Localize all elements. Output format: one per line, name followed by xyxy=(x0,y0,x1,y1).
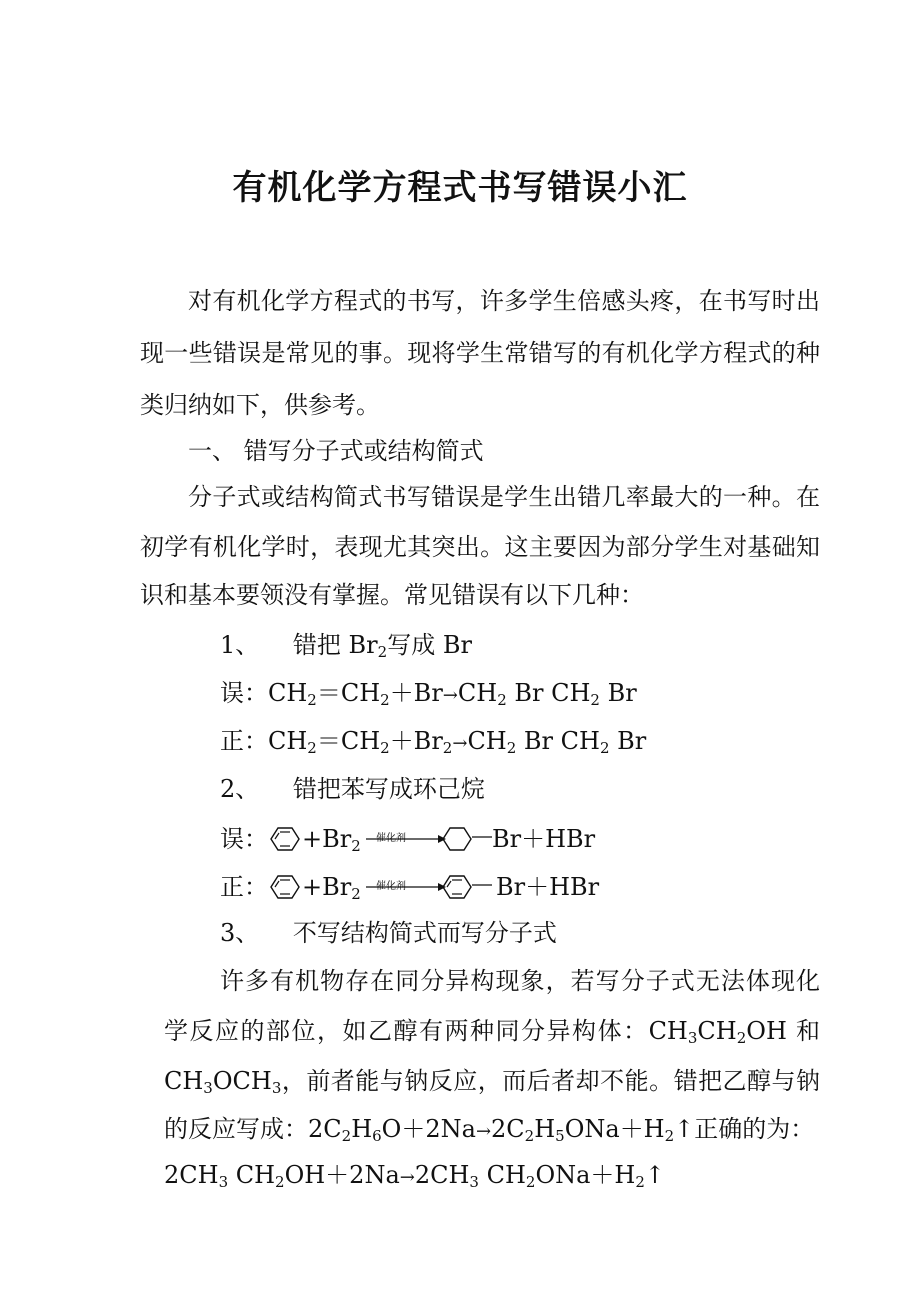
item-1-text-after: 写成 Br xyxy=(387,631,472,659)
catalyst-label: 催化剂 xyxy=(376,881,406,892)
item-2-number: 2、 xyxy=(220,775,260,803)
reaction-arrow-icon xyxy=(366,882,446,892)
section1-line-3: 识和基本要领没有掌握。常见错误有以下几种： xyxy=(140,581,644,609)
item-2-heading xyxy=(220,774,485,804)
item-1-heading xyxy=(220,630,472,660)
item3-para-line-1: 许多有机物存在同分异构现象，若写分子式无法体现化 xyxy=(220,967,820,995)
item-2-wrong-equation xyxy=(220,824,620,856)
benzene-ring-icon xyxy=(270,874,300,900)
item3-line4-part-a: 的反应写成： xyxy=(164,1115,308,1143)
plus-br-text: +Br xyxy=(302,825,352,853)
benzene-ring-icon xyxy=(442,874,472,900)
item-1-wrong-equation: 误：$CH_2=CH_2+Br\to CH_2$ Br $CH_2$ Br xyxy=(220,679,637,709)
item3-line4-part-b: ↑正确的为： xyxy=(674,1115,815,1143)
reaction-arrow-icon xyxy=(366,834,446,844)
item-1-right-equation: 正：$CH_2=CH_2+Br_2\to CH_2$ Br $CH_2$ Br xyxy=(220,727,647,757)
item-3-number: 3、 xyxy=(220,919,260,947)
item-1-number: 1、 xyxy=(220,631,260,659)
catalyst-label: 催化剂 xyxy=(376,833,406,844)
plus-br-text: +Br xyxy=(302,873,352,901)
section1-line-1: 分子式或结构简式书写错误是学生出错几率最大的一种。在 xyxy=(188,483,820,511)
item-2-text: 错把苯写成环己烷 xyxy=(292,775,485,803)
right-label: 正： xyxy=(220,873,268,901)
item-1-text-before: 错把 Br xyxy=(292,631,378,659)
item3-line3-part-b: ，前者能与钠反应，而后者却不能。错把乙醇与钠 xyxy=(281,1067,820,1095)
item-3-heading xyxy=(220,918,557,948)
item3-correct-equation: $2CH_3$ $CH_2OH+2Na\to 2CH_3$ $CH_2ONa+H_2↑$ xyxy=(164,1161,666,1191)
item3-line2-part-a: 学反应的部位，如乙醇有两种同分异构体：CH xyxy=(164,1017,688,1045)
product-text: Br＋HBr xyxy=(496,873,600,901)
bond-line-icon xyxy=(472,882,492,888)
br-subscript: 2 xyxy=(351,885,361,903)
item-3-text: 不写结构简式而写分子式 xyxy=(292,919,557,947)
wrong-label: 误： xyxy=(220,679,268,707)
item3-line2-part-b: CH xyxy=(697,1017,737,1045)
right-label: 正： xyxy=(220,727,268,755)
intro-line-1: 对有机化学方程式的书写，许多学生倍感头疼，在书写时出 xyxy=(188,287,820,315)
cyclohexane-ring-icon xyxy=(442,826,472,852)
item3-line3-part-a: OCH xyxy=(212,1067,272,1095)
item3-line2-part-c: OH 和 xyxy=(746,1017,821,1045)
section-heading-1: 一、 错写分子式或结构简式 xyxy=(188,437,484,465)
item-2-right-equation xyxy=(220,872,620,904)
br-subscript: 2 xyxy=(351,837,361,855)
product-text: Br＋HBr xyxy=(492,825,596,853)
item3-para-line-3: $CH_3OCH_3$，前者能与钠反应，而后者却不能。错把乙醇与钠 xyxy=(164,1067,820,1097)
item-1-text-sub: 2 xyxy=(377,643,388,661)
item3-para-line-2: 学反应的部位，如乙醇有两种同分异构体：$CH_3CH_2OH$ 和 xyxy=(164,1017,821,1047)
section1-line-2: 初学有机化学时，表现尤其突出。这主要因为部分学生对基础知 xyxy=(140,533,820,561)
item3-para-line-4: 的反应写成：$2C_2H_6O+2Na\to 2C_2H_5ONa+H_2↑$正确的为： xyxy=(164,1115,815,1145)
wrong-label: 误： xyxy=(220,825,268,853)
page-title: 有机化学方程式书写错误小汇 xyxy=(232,168,688,208)
bond-line-icon xyxy=(472,834,492,840)
intro-line-2: 现一些错误是常见的事。现将学生常错写的有机化学方程式的种 xyxy=(140,339,820,367)
intro-line-3: 类归纳如下，供参考。 xyxy=(140,391,380,419)
benzene-ring-icon xyxy=(270,826,300,852)
